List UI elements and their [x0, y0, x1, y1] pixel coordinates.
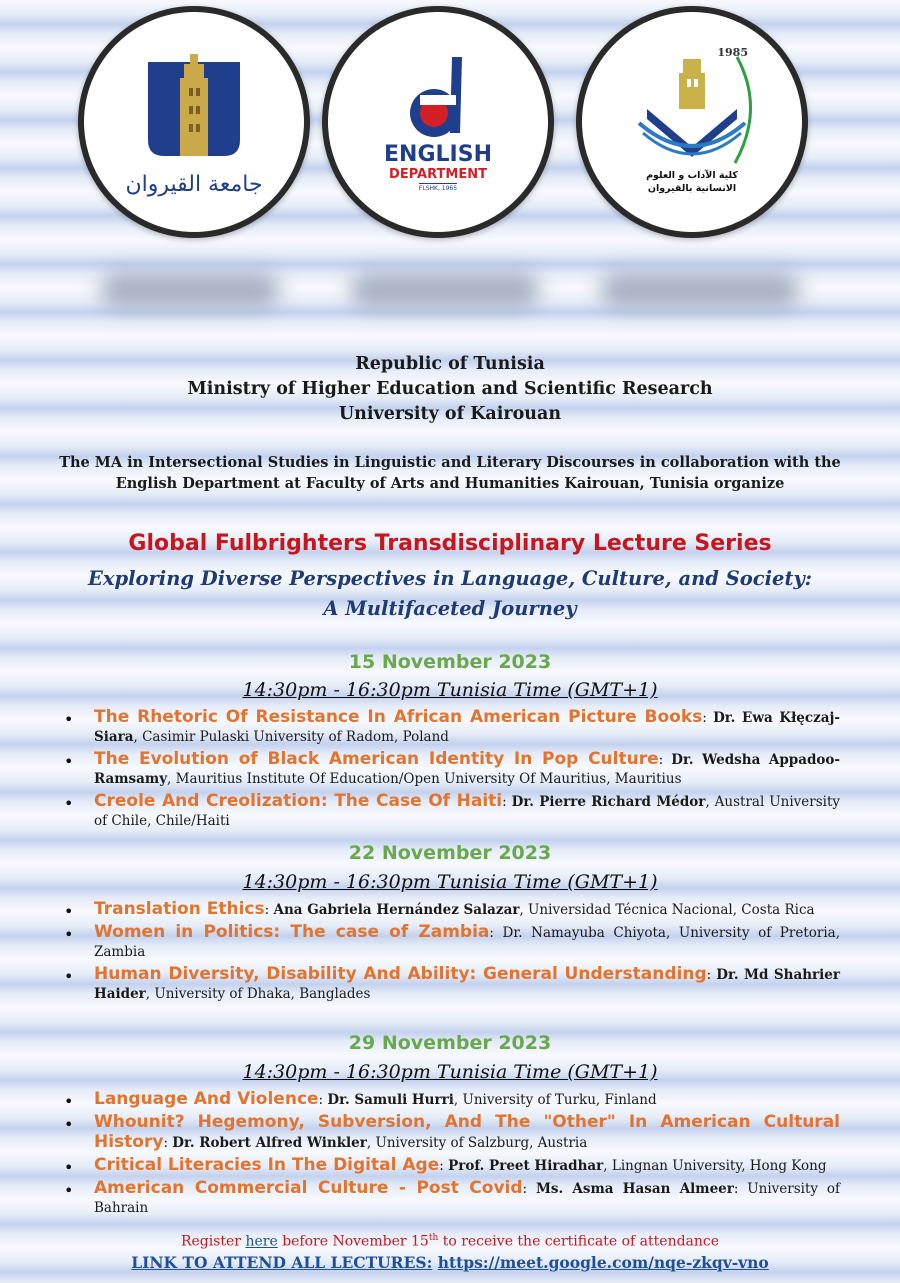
talk-speaker: Dr. Md Shahrier Haider	[94, 967, 841, 1002]
talk-title: Critical Literacies In The Digital Age	[94, 1155, 440, 1175]
talk-speaker: Dr. Robert Alfred Winkler	[172, 1135, 367, 1151]
intro-paragraph: The MA in Intersectional Studies in Linguistic and Literary Discourses in collaboration with the English Department at Faculty of Arts and Humanities Kairouan, Tunisia organize	[59, 454, 841, 492]
talk-item: • Critical Literacies In The Digital Age: Prof. Preet Hiradhar, Lingnan University, Hong Kong	[62, 1156, 840, 1176]
blurred-row	[0, 262, 900, 322]
english-dept-subtitle: DEPARTMENT	[389, 166, 487, 182]
talk-affiliation: , Mauritius Institute Of Education/Open University Of Mauritius, Mauritius	[167, 771, 682, 787]
talk-item: • The Evolution of Black American Identity In Pop Culture: Dr. Wedsha Appadoo-Ramsamy, Mauritius Institute Of Education/Open University Of Mauritius, Mauritius	[62, 750, 840, 789]
english-dept-mark-icon	[398, 53, 478, 143]
english-department-logo	[322, 6, 554, 238]
talk-item: • Language And Violence: Dr. Samuli Hurri, University of Turku, Finland	[62, 1090, 840, 1110]
talk-title: Human Diversity, Disability And Ability: General Understanding	[94, 964, 707, 984]
series-subtitle-line1: Exploring Diverse Perspectives in Language, Culture, and Society:	[87, 567, 812, 590]
talk-title: The Rhetoric Of Resistance In African American Picture Books	[94, 707, 703, 727]
register-here-link[interactable]: here	[245, 1233, 278, 1250]
lecture-link-label: LINK TO ATTEND ALL LECTURES:	[131, 1253, 433, 1272]
talk-affiliation: Dr. Namayuba Chiyota, University of Pretoria, Zambia	[94, 925, 840, 960]
talk-item: • Whounit? Hegemony, Subversion, And The "Other" In American Cultural History: Dr. Robert Alfred Winkler, University of Salzburg, Austria	[62, 1113, 840, 1153]
talk-item: • The Rhetoric Of Resistance In African American Picture Books: Dr. Ewa Kłęczaj-Siara, Casimir Pulaski University of Radom, Poland	[62, 708, 840, 747]
talk-affiliation: , Casimir Pulaski University of Radom, Poland	[133, 729, 449, 745]
register-sup: th	[428, 1233, 439, 1243]
register-suffix: to receive the certificate of attendance	[442, 1233, 720, 1250]
blurred-region	[100, 272, 280, 308]
talk-list	[62, 900, 840, 1007]
talk-item: • Women in Politics: The case of Zambia: Dr. Namayuba Chiyota, University of Pretoria, Zambia	[62, 923, 840, 962]
session-date: 15 November 2023	[348, 651, 552, 673]
talk-item: • Creole And Creolization: The Case Of Haiti: Dr. Pierre Richard Médor, Austral University of Chile, Chile/Haiti	[62, 792, 840, 831]
university-arabic-name: جامعة القيروان	[125, 171, 263, 197]
talk-affiliation: , University of Salzburg, Austria	[366, 1135, 588, 1151]
talk-speaker: Ana Gabriela Hernández Salazar	[273, 902, 520, 918]
tower-shield-icon	[134, 48, 254, 168]
session-date: 29 November 2023	[348, 1032, 552, 1054]
talk-affiliation: , Universidad Técnica Nacional, Costa Rica	[519, 902, 815, 918]
session-time: 14:30pm - 16:30pm Tunisia Time (GMT+1)	[242, 1061, 658, 1083]
header-line-university: University of Kairouan	[338, 404, 562, 424]
header-line-republic: Republic of Tunisia	[355, 354, 545, 374]
talk-speaker: Dr. Wedsha Appadoo-Ramsamy	[94, 752, 840, 787]
talk-title: Creole And Creolization: The Case Of Haiti	[94, 791, 503, 811]
talk-title: Translation Ethics	[94, 899, 265, 919]
faculty-arabic-name: كلية الآداب و العلوم الانسانية بالقيروان	[646, 170, 738, 194]
institution-header	[0, 352, 900, 427]
talk-item: • Human Diversity, Disability And Ability: General Understanding: Dr. Md Shahrier Haider, University of Dhaka, Banglades	[62, 965, 840, 1004]
talk-title: Language And Violence	[94, 1089, 319, 1109]
talk-affiliation: , Austral University of Chile, Chile/Haiti	[94, 794, 841, 829]
talk-affiliation: , University of Dhaka, Banglades	[145, 986, 371, 1002]
session-time: 14:30pm - 16:30pm Tunisia Time (GMT+1)	[242, 679, 658, 701]
series-title: Global Fulbrighters Transdisciplinary Lecture Series	[128, 531, 772, 556]
faculty-year: 1985	[717, 46, 748, 59]
talk-affiliation: : University of Bahrain	[94, 1181, 841, 1216]
talk-title: Whounit? Hegemony, Subversion, And The "Other" In American Cultural History	[94, 1112, 840, 1152]
talk-item: • Translation Ethics: Ana Gabriela Hernández Salazar, Universidad Técnica Nacional, Costa Rica	[62, 900, 840, 920]
talk-speaker: Dr. Pierre Richard Médor	[511, 794, 706, 810]
english-dept-title: ENGLISH	[384, 141, 492, 167]
talk-affiliation: , Lingnan University, Hong Kong	[603, 1158, 827, 1174]
talk-speaker: Dr. Ewa Kłęczaj-Siara	[94, 710, 840, 745]
english-dept-code: FLSHK, 1965	[418, 184, 458, 192]
blurred-region	[350, 272, 540, 308]
talk-title: The Evolution of Black American Identity In Pop Culture	[94, 749, 659, 769]
register-notice	[0, 1233, 900, 1250]
lecture-link-line	[0, 1253, 900, 1272]
register-prefix: Register	[180, 1233, 241, 1250]
blurred-region	[600, 272, 800, 308]
talk-title: American Commercial Culture - Post Covid	[94, 1178, 523, 1198]
university-kairouan-logo	[78, 6, 310, 238]
talk-list	[62, 1090, 840, 1221]
faculty-arts-logo	[576, 6, 808, 238]
talk-item: • American Commercial Culture - Post Covid: Ms. Asma Hasan Almeer: University of Bahrain	[62, 1179, 840, 1218]
meet-link[interactable]: https://meet.google.com/nqe-zkqv-vno	[437, 1253, 769, 1272]
register-middle: before November 15	[282, 1233, 429, 1250]
logos-row	[0, 4, 900, 244]
talk-speaker: Dr. Samuli Hurri	[327, 1092, 454, 1108]
series-subtitle-line2: A Multifaceted Journey	[323, 597, 577, 620]
session-time: 14:30pm - 16:30pm Tunisia Time (GMT+1)	[242, 871, 658, 893]
talk-list	[62, 708, 840, 834]
header-line-ministry: Ministry of Higher Education and Scientific Research	[187, 379, 713, 399]
faculty-tower-book-icon	[617, 49, 767, 169]
talk-speaker: Prof. Preet Hiradhar	[448, 1158, 604, 1174]
talk-speaker: Ms. Asma Hasan Almeer	[535, 1181, 734, 1197]
talk-affiliation: , University of Turku, Finland	[453, 1092, 657, 1108]
series-subtitle	[0, 564, 900, 624]
session-date: 22 November 2023	[348, 842, 552, 864]
talk-title: Women in Politics: The case of Zambia	[94, 922, 490, 942]
